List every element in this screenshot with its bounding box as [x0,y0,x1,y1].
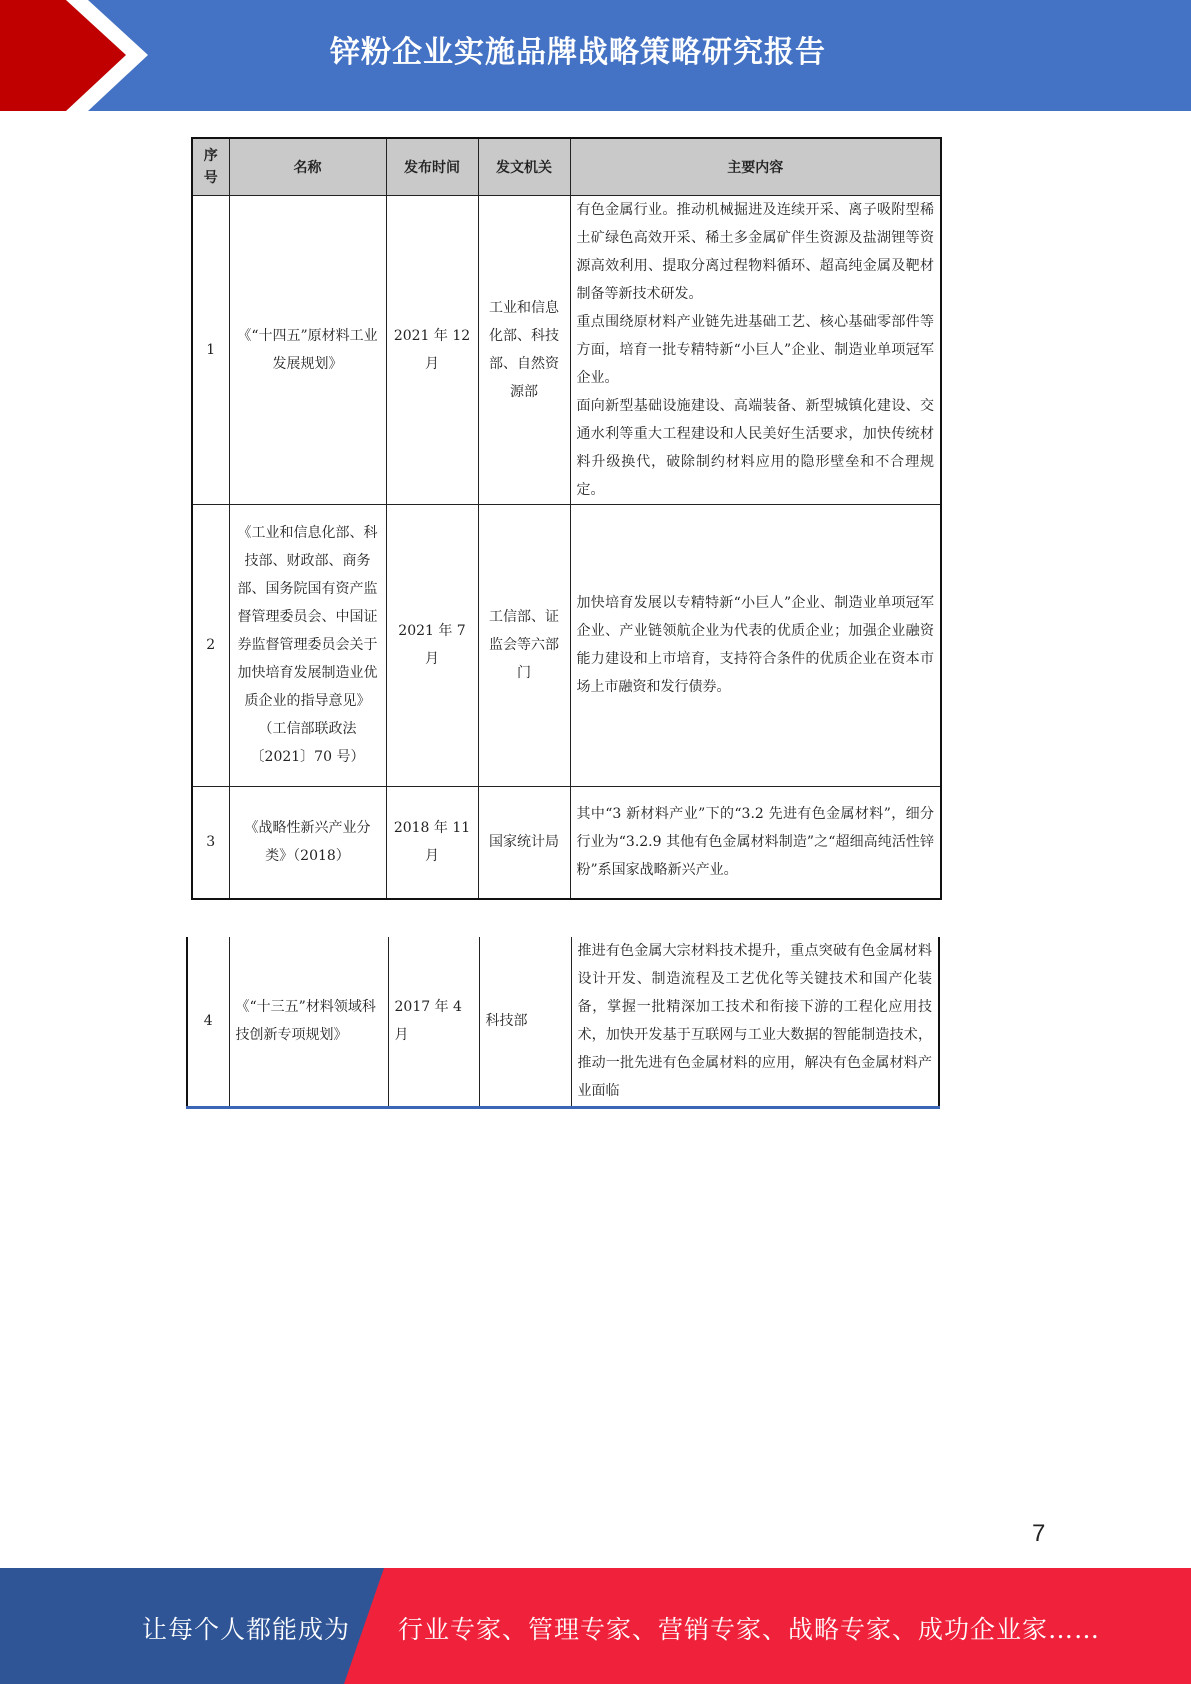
header-banner [0,0,1191,111]
table-row [187,937,939,1107]
footer-slogan-right: 行业专家、管理专家、营销专家、战略专家、成功企业家…… [398,1615,1101,1644]
content-paragraph: 面向新型基础设施建设、高端装备、新型城镇化建设、交通水利等重大工程建设和人民美好生活要求，加快传统材料升级换代，破除制约材料应用的隐形壁垒和不合理规定。 [576,397,934,498]
row-name: 《工业和信息化部、科技部、财政部、商务部、国务院国有资产监督管理委员会、中国证券监督管理委员会关于加快培育发展制造业优质企业的指导意见》（工信部联政法〔2021〕70 号） [229,504,386,786]
policy-table-continued [186,937,940,1109]
footer-banner [0,1568,1191,1684]
content-paragraph: 推进有色金属大宗材料技术提升，重点突破有色金属材料设计开发、制造流程及工艺优化等关键技术和国产化装备，掌握一批精深加工技术和衔接下游的工程化应用技术，加快开发基于互联网与工业大数据的智能制造技术，推动一批先进有色金属材料的应用，解决有色金属材料产业面临 [577,943,932,1100]
header-seq: 序号 [192,138,229,195]
table-header-row [192,138,941,195]
page-number: 7 [1032,1520,1046,1547]
row-content [570,504,941,786]
table-row [192,504,941,786]
row-issuer: 工业和信息化部、科技部、自然资源部 [478,195,570,504]
row-name: 《“十三五”材料领域科技创新专项规划》 [229,937,388,1107]
table-row [192,195,941,504]
row-date: 2021 年 12 月 [386,195,478,504]
row-seq: 2 [192,504,229,786]
content-paragraph: 有色金属行业。推动机械掘进及连续开采、离子吸附型稀土矿绿色高效开采、稀土多金属矿伴生资源及盐湖锂等资源高效利用、提取分离过程物料循环、超高纯金属及靶材制备等新技术研发。 [576,201,934,302]
row-issuer: 国家统计局 [478,786,570,899]
row-issuer: 科技部 [479,937,571,1107]
row-date: 2017 年 4 月 [388,937,479,1107]
row-date: 2021 年 7 月 [386,504,478,786]
header-date: 发布时间 [386,138,478,195]
row-seq: 4 [187,937,229,1107]
row-content [570,195,941,504]
header-name: 名称 [229,138,386,195]
row-name: 《战略性新兴产业分类》（2018） [229,786,386,899]
row-date: 2018 年 11 月 [386,786,478,899]
row-seq: 3 [192,786,229,899]
header-content: 主要内容 [570,138,941,195]
footer-slogan-left: 让每个人都能成为 [142,1615,351,1644]
row-content [570,786,941,899]
policy-table [191,137,942,900]
content-paragraph: 重点围绕原材料产业链先进基础工艺、核心基础零部件等方面，培育一批专精特新“小巨人”企业、制造业单项冠军企业。 [576,313,934,386]
header-issuer: 发文机关 [478,138,570,195]
content-paragraph: 其中“3 新材料产业”下的“3.2 先进有色金属材料”，细分行业为“3.2.9 其他有色金属材料制造”之“超细高纯活性锌粉”系国家战略新兴产业。 [576,806,934,879]
row-issuer: 工信部、证监会等六部门 [478,504,570,786]
document-title: 锌粉企业实施品牌战略策略研究报告 [330,35,826,70]
row-seq: 1 [192,195,229,504]
content-paragraph: 加快培育发展以专精特新“小巨人”企业、制造业单项冠军企业、产业链领航企业为代表的优质企业；加强企业融资能力建设和上市培育，支持符合条件的优质企业在资本市场上市融资和发行债券。 [576,595,934,695]
table-row [192,786,941,899]
row-content [571,937,939,1107]
row-name: 《“十四五”原材料工业发展规划》 [229,195,386,504]
